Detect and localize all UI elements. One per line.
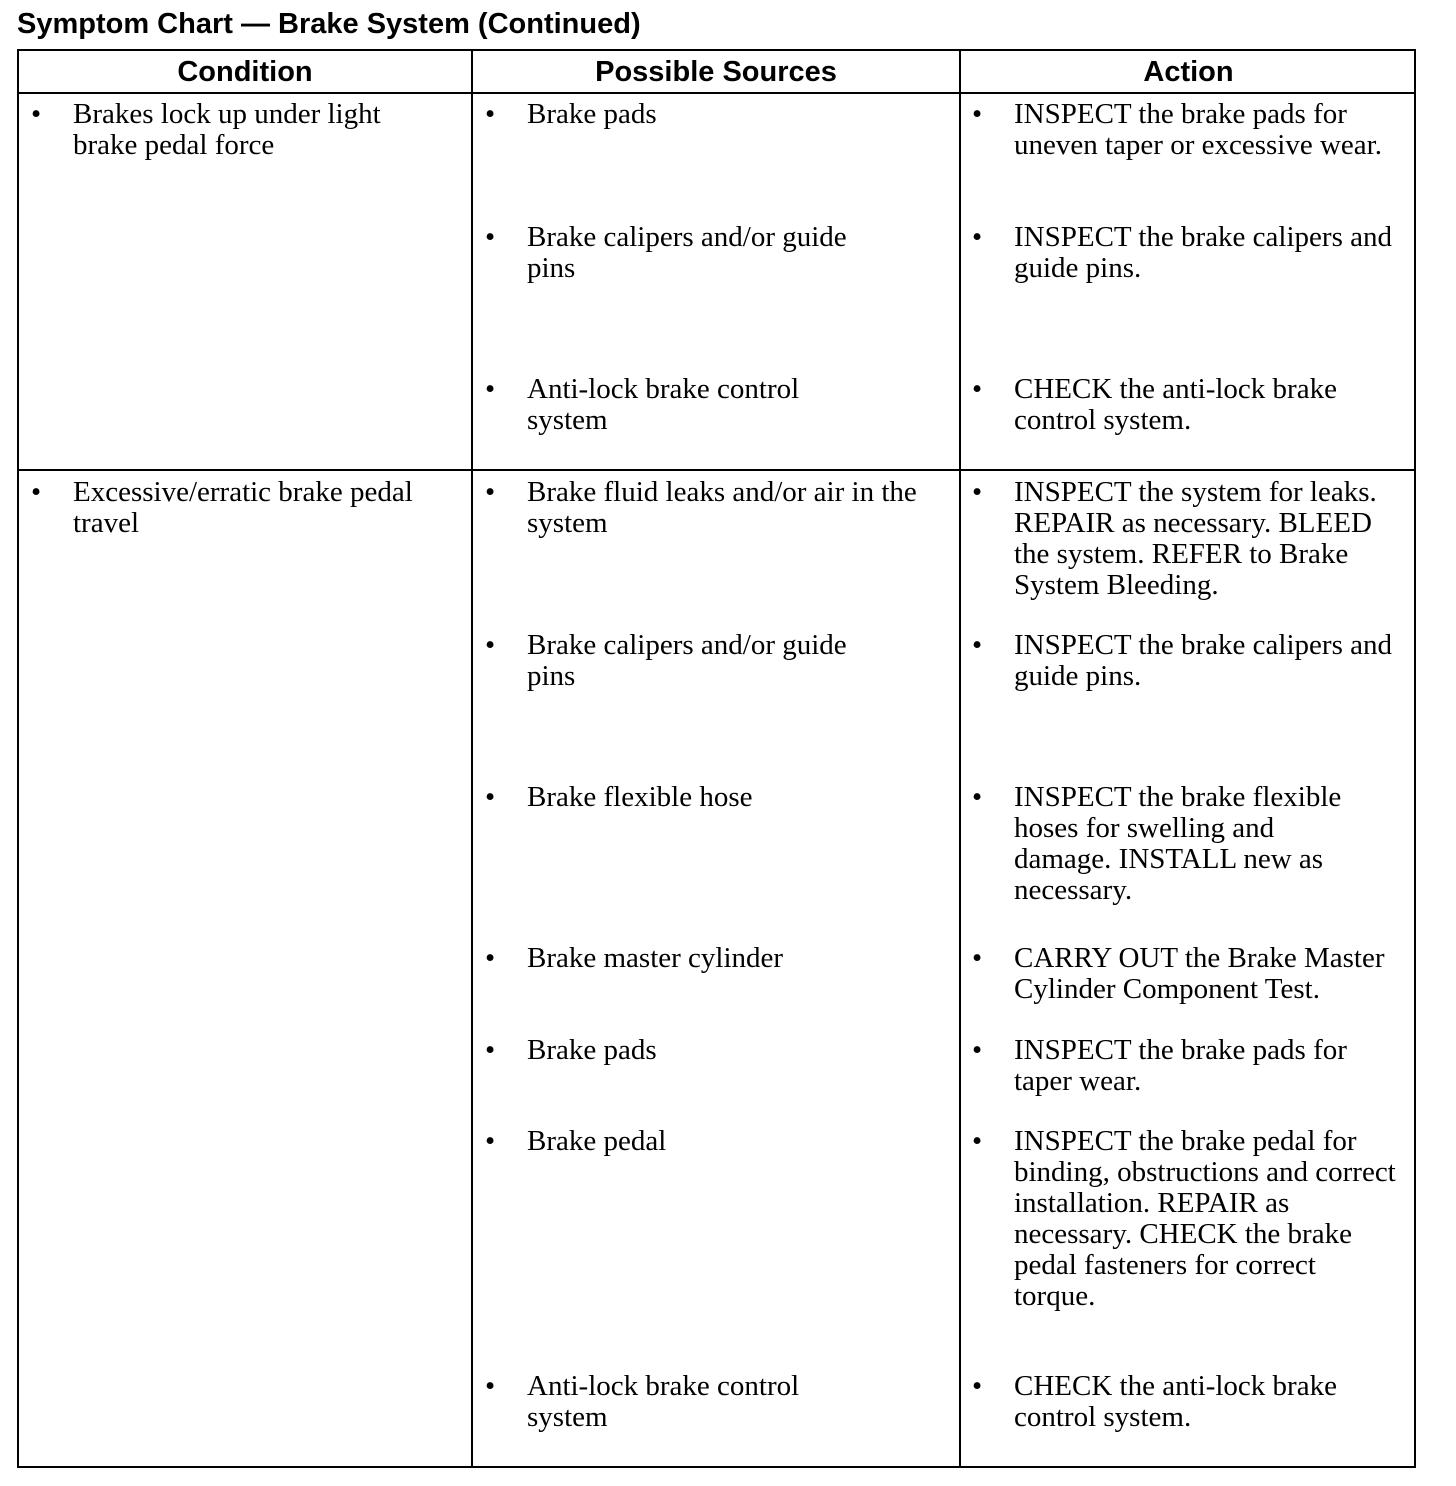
bullet-icon: • [972,781,983,813]
action-text: INSPECT the brake flexible hoses for swelling and damage. INSTALL new as necessary. [1014,781,1342,906]
source-text: Anti-lock brake control system [527,373,800,436]
action-item [972,374,1392,436]
action-item [972,222,1392,284]
bullet-icon: • [972,942,983,974]
action-text: INSPECT the brake pedal for binding, obstructions and correct installation. REPAIR as necessary. CHECK the brake pedal fasteners for correct torque. [1014,1125,1396,1312]
bullet-icon: • [972,373,983,405]
source-item [485,1035,945,1066]
condition-text: Brakes lock up under light brake pedal force [73,98,381,161]
bullet-icon: • [485,1125,496,1157]
row-divider [19,469,1414,471]
action-item [972,1371,1392,1433]
action-text: CARRY OUT the Brake Master Cylinder Component Test. [1014,942,1385,1005]
bullet-icon: • [485,373,496,405]
source-item [485,222,885,284]
bullet-icon: • [972,98,983,130]
bullet-icon: • [485,629,496,661]
header-action: Action [1143,56,1234,88]
action-item [972,477,1392,601]
source-text: Brake pedal [527,1125,667,1157]
bullet-icon: • [485,476,496,508]
bullet-icon: • [31,476,42,508]
action-text: INSPECT the brake pads for uneven taper or excessive wear. [1014,98,1382,161]
column-divider [471,51,473,1466]
action-text: INSPECT the brake calipers and guide pins. [1014,629,1392,692]
source-text: Brake master cylinder [527,942,784,974]
page-title: Symptom Chart — Brake System (Continued) [17,8,641,40]
condition-text: Excessive/erratic brake pedal travel [73,476,413,539]
header-possible-sources: Possible Sources [595,56,837,88]
action-text: INSPECT the brake calipers and guide pins. [1014,221,1392,284]
action-text: CHECK the anti-lock brake control system. [1014,373,1337,436]
source-text: Brake calipers and/or guide pins [527,629,847,692]
header-condition: Condition [177,56,313,88]
bullet-icon: • [972,476,983,508]
column-divider [959,51,961,1466]
bullet-icon: • [485,221,496,253]
source-item [485,782,945,813]
bullet-icon: • [485,781,496,813]
action-text: CHECK the anti-lock brake control system. [1014,1370,1337,1433]
bullet-icon: • [972,221,983,253]
condition-cell [31,99,451,161]
symptom-chart-table [17,49,1416,1468]
source-text: Brake pads [527,98,657,130]
bullet-icon: • [972,1370,983,1402]
bullet-icon: • [485,1034,496,1066]
source-text: Anti-lock brake control system [527,1370,800,1433]
bullet-icon: • [31,98,42,130]
source-item [485,943,945,974]
action-item [972,99,1392,161]
bullet-icon: • [972,1125,983,1157]
source-item [485,374,865,436]
source-item [485,99,945,130]
source-text: Brake calipers and/or guide pins [527,221,847,284]
bullet-icon: • [485,1370,496,1402]
action-item [972,630,1392,692]
action-text: INSPECT the brake pads for taper wear. [1014,1034,1347,1097]
source-item [485,1371,865,1433]
bullet-icon: • [972,629,983,661]
bullet-icon: • [485,98,496,130]
action-item [972,782,1372,906]
action-item [972,1035,1392,1097]
source-text: Brake pads [527,1034,657,1066]
bullet-icon: • [485,942,496,974]
action-item [972,943,1392,1005]
source-item [485,1126,945,1157]
source-item [485,630,885,692]
source-text: Brake flexible hose [527,781,753,813]
source-text: Brake fluid leaks and/or air in the system [527,476,917,539]
bullet-icon: • [972,1034,983,1066]
source-item [485,477,945,539]
action-text: INSPECT the system for leaks. REPAIR as necessary. BLEED the system. REFER to Brake System Bleeding. [1014,476,1377,601]
condition-cell [31,477,451,539]
action-item [972,1126,1402,1312]
